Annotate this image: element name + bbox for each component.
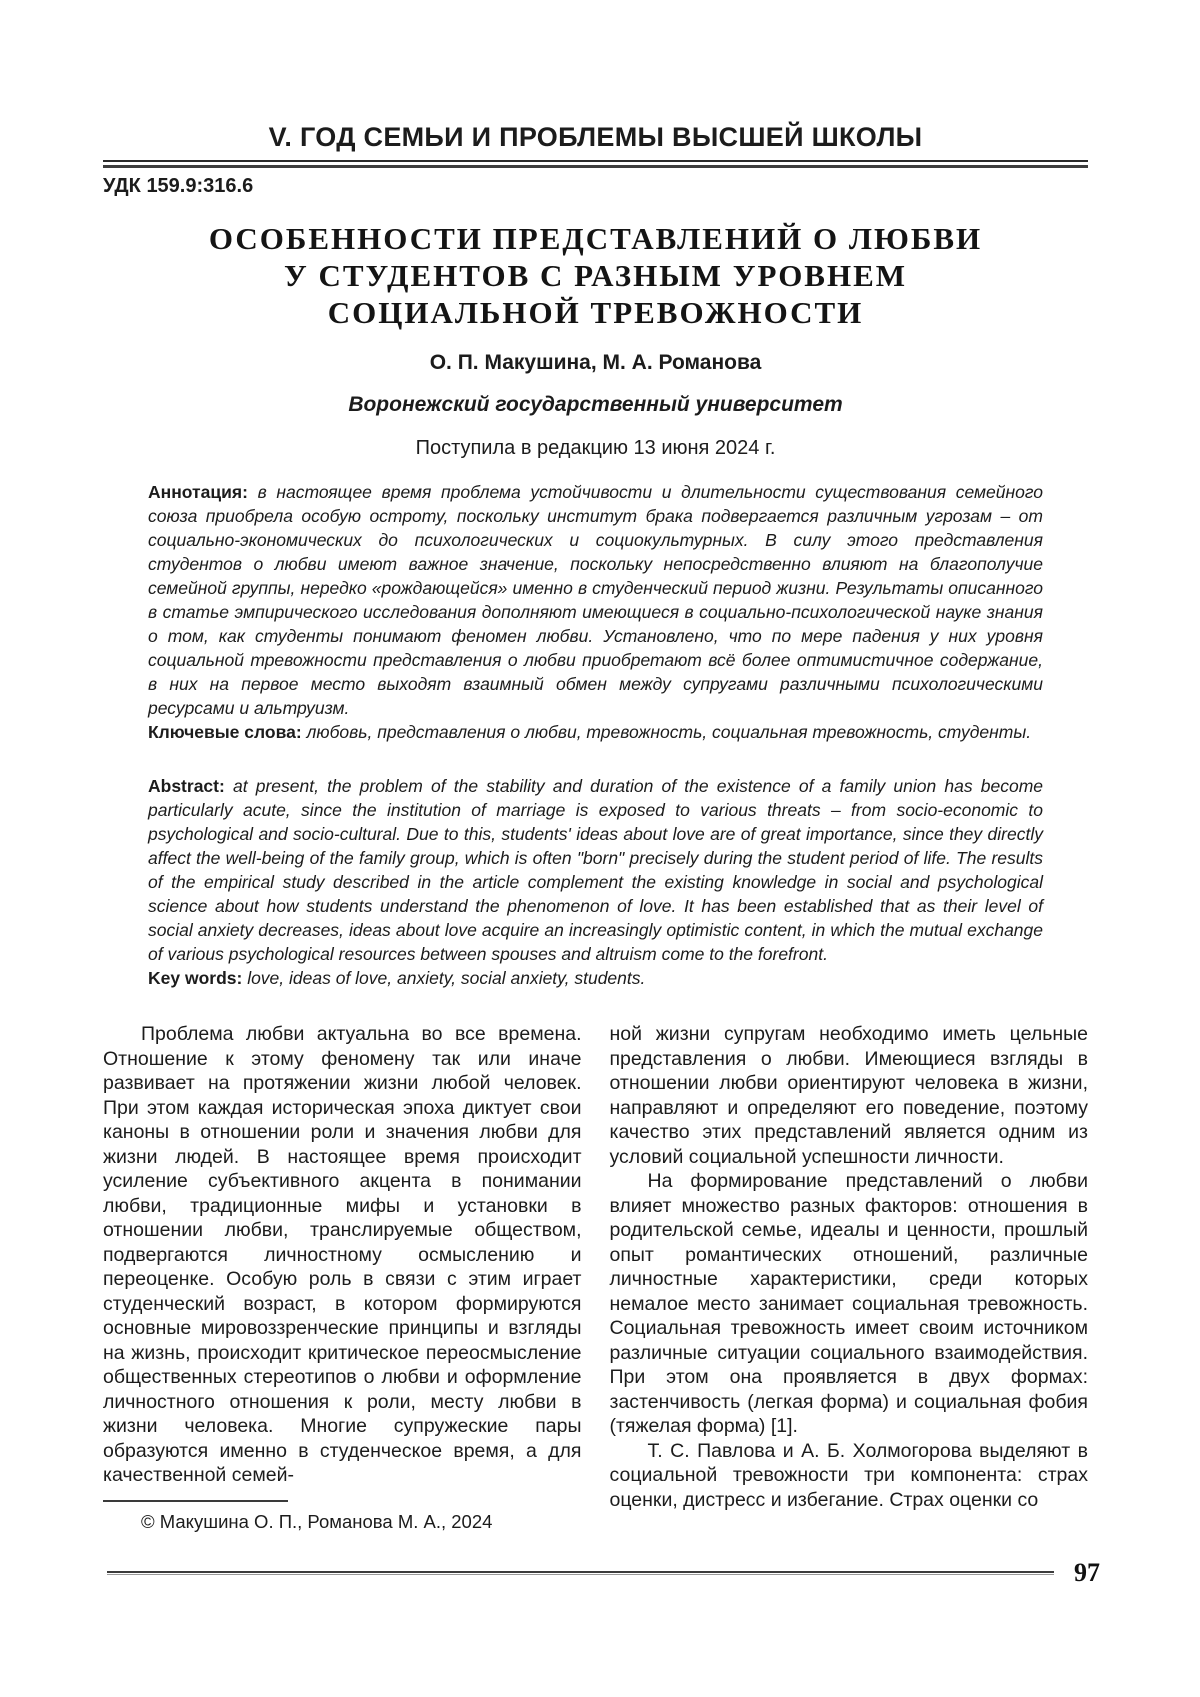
copyright-divider — [103, 1500, 288, 1502]
article-title-line: СОЦИАЛЬНОЙ ТРЕВОЖНОСТИ — [327, 295, 864, 330]
keywords-en: Key words: love, ideas of love, anxiety, social anxiety, students. — [148, 968, 646, 988]
udc-code: УДК 159.9:316.6 — [103, 175, 254, 197]
affiliation-line: Воронежский государственный университет — [348, 393, 843, 416]
annotation-text: Аннотация: в настоящее время проблема устойчивости и длительности существования семейного союза приобрела особую остроту, поскольку институт брака подвергается различным угрозам – от социально-экономических до психологических и социокультурных. В силу этого представления студентов о любви имеют важное значение, поскольку непосредственно влияют на благополучие семейной группы, нередко «рождающейся» именно в студенческий период жизни. Результаты описанного в статье эмпирического исследования дополняют имеющиеся в социально-психологической науке знания о том, как студенты понимают феномен любви. Установлено, что по мере падения у них уровня социальной тревожности представления о любви приобретают всё более оптимистичное содержание, в них на первое место выходят взаимный обмен между супругами различными психологическими ресурсами и альтруизм. — [148, 482, 1043, 718]
keywords-ru: Ключевые слова: любовь, представления о любви, тревожность, социальная тревожность, студенты. — [148, 722, 1032, 742]
keywords-ru-label: Ключевые слова: — [148, 722, 302, 742]
annotation-label: Аннотация: — [148, 482, 248, 502]
article-title — [103, 220, 1088, 331]
page-footer — [107, 1558, 1100, 1588]
authors-line: О. П. Макушина, М. А. Романова — [429, 351, 762, 374]
body-paragraph: Т. С. Павлова и А. Б. Холмогорова выделяют в социальной тревожности три компонента: страх оценки, дистресс и избегание. Страх оценки со — [609, 1439, 1088, 1511]
keywords-en-label: Key words: — [148, 968, 243, 988]
header-divider — [103, 160, 1088, 168]
footer-divider — [107, 1571, 1054, 1575]
body-text — [103, 1022, 1088, 1534]
annotation-ru — [148, 480, 1043, 744]
abstract-en — [148, 774, 1043, 990]
body-paragraph: Проблема любви актуальна во все времена. Отношение к этому феномену так или иначе развивает на протяжении жизни любой человек. При этом каждая историческая эпоха диктует свои каноны в отношении роли и значения любви для жизни людей. В настоящее время происходит усиление субъективного акцента в понимании любви, традиционные мифы и установки в отношении любви, транслируемые обществом, подвергаются личностному осмыслению и переоценке. Особую роль в связи с этим играет студенческий возраст, в котором формируются основные мировоззренческие принципы и взгляды на жизнь, происходит критическое переосмысление общественных стереотипов о любви и оформление личностного отношения к роли, месту любви в жизни человека. Многие супружеские пары образуются именно в студенческое время, а для качественной семей- — [103, 1023, 582, 1486]
body-paragraph: ной жизни супругам необходимо иметь цельные представления о любви. Имеющиеся взгляды в отношении любви ориентируют человека в жизни, направляют и определяют его поведение, поэтому качество этих представлений является одним из условий социальной успешности личности. — [609, 1023, 1088, 1168]
copyright-note — [103, 1500, 582, 1535]
page-number: 97 — [1074, 1558, 1100, 1587]
body-paragraph: На формирование представлений о любви влияет множество разных факторов: отношения в родительской семье, идеалы и ценности, прошлый опыт романтических отношений, различные личностные характеристики, среди которых немалое место занимает социальная тревожность. Социальная тревожность имеет своим источником различные ситуации социального взаимодействия. При этом она проявляется в двух формах: застенчивость (легкая форма) и социальная фобия (тяжелая форма) [1]. — [609, 1170, 1088, 1437]
article-title-line: ОСОБЕННОСТИ ПРЕДСТАВЛЕНИЙ О ЛЮБВИ — [208, 221, 983, 256]
copyright-text: © Макушина О. П., Романова М. А., 2024 — [141, 1510, 493, 1532]
section-header: V. ГОД СЕМЬИ И ПРОБЛЕМЫ ВЫСШЕЙ ШКОЛЫ — [268, 122, 923, 152]
right-column — [610, 1022, 1089, 1534]
abstract-text: Abstract: at present, the problem of the stability and duration of the existence of a family union has become particularly acute, since the institution of marriage is exposed to various threats – from socio-economic to psychological and socio-cultural. Due to this, students' ideas about love are of great importance, since they directly affect the well-being of the family group, which is often "born" precisely during the student period of life. The results of the empirical study described in the article complement the existing knowledge in social and psychological science about how students understand the phenomenon of love. It has been established that as their level of social anxiety decreases, ideas about love acquire an increasingly optimistic content, in which the mutual exchange of various psychological resources between spouses and altruism come to the forefront. — [148, 776, 1043, 964]
article-title-line: У СТУДЕНТОВ С РАЗНЫМ УРОВНЕМ — [283, 258, 908, 293]
article-page — [103, 0, 1088, 1534]
left-column — [103, 1022, 582, 1534]
abstract-label: Abstract: — [148, 776, 225, 796]
received-date-line: Поступила в редакцию 13 июня 2024 г. — [415, 437, 776, 459]
